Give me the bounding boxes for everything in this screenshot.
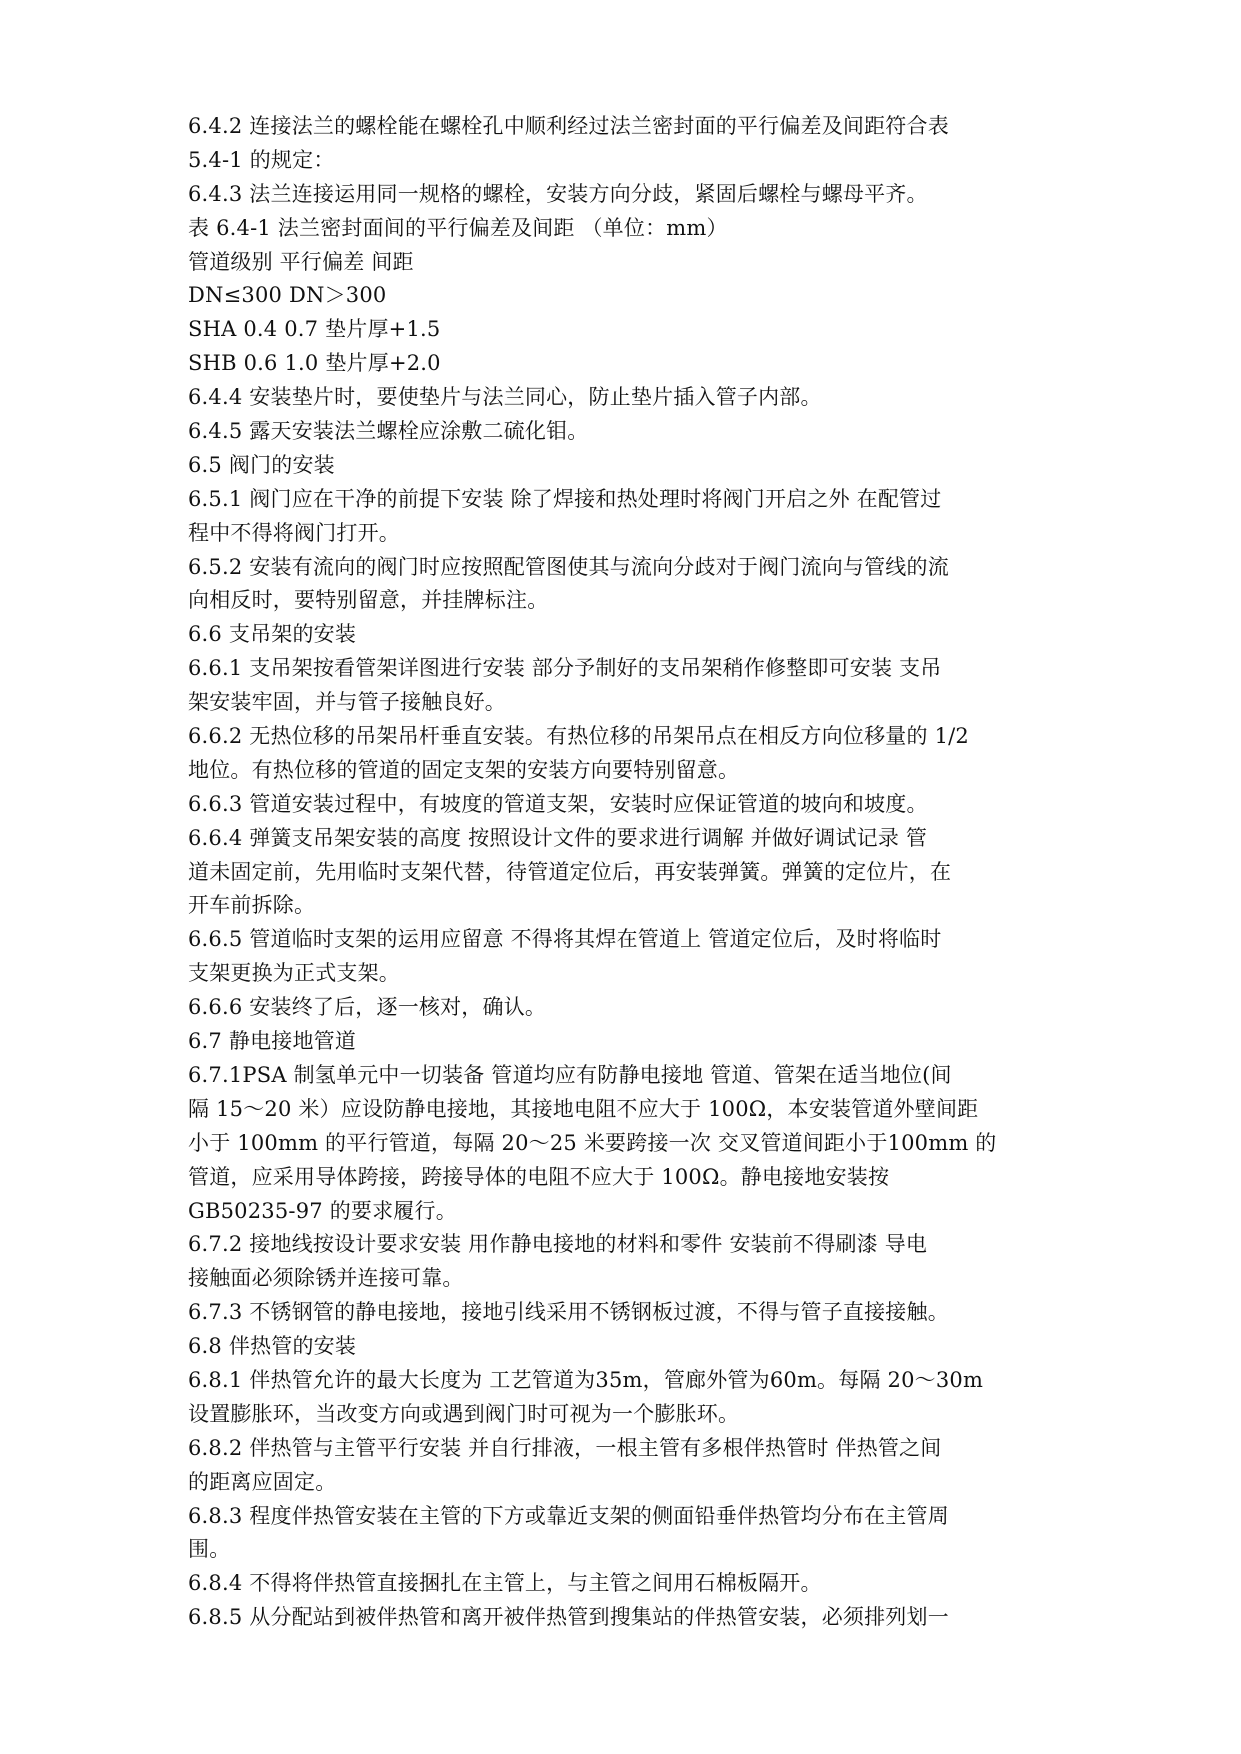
text-line: 6.5.1 阀门应在干净的前提下安装 除了焊接和热处理时将阀门开启之外 在配管过 — [188, 486, 942, 511]
text-line: 隔 15～20 米）应设防静电接地，其接地电阻不应大于 100Ω，本安装管道外壁间距 — [188, 1096, 979, 1121]
text-line: SHA 0.4 0.7 垫片厚+1.5 — [188, 317, 441, 342]
text-line: 6.4.2 连接法兰的螺栓能在螺栓孔中顺利经过法兰密封面的平行偏差及间距符合表 — [188, 114, 949, 138]
text-line: 6.4.3 法兰连接运用同一规格的螺栓，安装方向分歧，紧固后螺栓与螺母平齐。 — [188, 181, 928, 206]
text-line: 6.8.3 程度伴热管安装在主管的下方或靠近支架的侧面铅垂伴热管均分布在主管周 — [188, 1503, 949, 1528]
text-line: 向相反时，要特别留意，并挂牌标注。 — [188, 588, 549, 613]
text-line: 小于 100mm 的平行管道，每隔 20～25 米要跨接一次 交叉管道间距小于100mm 的 — [188, 1130, 997, 1155]
text-line: 开车前拆除。 — [188, 893, 316, 918]
text-line: 6.6.1 支吊架按看管架详图进行安装 部分予制好的支吊架稍作修整即可安装 支吊 — [188, 656, 942, 681]
text-line: 6.6.4 弹簧支吊架安装的高度 按照设计文件的要求进行调解 并做好调试记录 管 — [188, 825, 928, 850]
text-line: GB50235-97 的要求履行。 — [188, 1198, 457, 1223]
text-line: 6.8.2 伴热管与主管平行安装 并自行排液，一根主管有多根伴热管时 伴热管之间 — [188, 1435, 942, 1460]
text-line: 6.6.6 安装终了后，逐一核对，确认。 — [188, 995, 547, 1020]
text-line: 6.7.1PSA 制氢单元中一切装备 管道均应有防静电接地 管道、管架在适当地位(间 — [188, 1062, 952, 1087]
text-line: 6.8 伴热管的安装 — [188, 1334, 357, 1359]
text-line: 6.7.3 不锈钢管的静电接地，接地引线采用不锈钢板过渡，不得与管子直接接触。 — [188, 1300, 949, 1325]
text-line: 6.6.5 管道临时支架的运用应留意 不得将其焊在管道上 管道定位后，及时将临时 — [188, 927, 942, 952]
text-line: 6.5 阀门的安装 — [188, 452, 335, 477]
text-line: 的距离应固定。 — [188, 1469, 337, 1494]
text-line: 设置膨胀环，当改变方向或遇到阀门时可视为一个膨胀环。 — [188, 1401, 740, 1426]
text-line: 地位。有热位移的管道的固定支架的安装方向要特别留意。 — [188, 757, 740, 782]
text-line: 6.6.3 管道安装过程中，有坡度的管道支架，安装时应保证管道的坡向和坡度。 — [188, 791, 928, 816]
text-line: 管道，应采用导体跨接，跨接导体的电阻不应大于 100Ω。静电接地安装按 — [188, 1164, 890, 1189]
text-line: 6.8.4 不得将伴热管直接捆扎在主管上，与主管之间用石棉板隔开。 — [188, 1571, 822, 1596]
document-body — [188, 110, 1066, 1635]
text-line: 6.4.4 安装垫片时，要使垫片与法兰同心，防止垫片插入管子内部。 — [188, 385, 822, 410]
text-line: 表 6.4-1 法兰密封面间的平行偏差及间距 （单位：mm） — [188, 215, 728, 240]
text-line: 6.8.1 伴热管允许的最大长度为 工艺管道为35m，管廊外管为60m。每隔 20～30m — [188, 1367, 984, 1392]
text-line: SHB 0.6 1.0 垫片厚+2.0 — [188, 351, 441, 376]
text-line: 程中不得将阀门打开。 — [188, 520, 400, 545]
text-line: 6.8.5 从分配站到被伴热管和离开被伴热管到搜集站的伴热管安装，必须排列划一 — [188, 1605, 949, 1630]
text-line: 支架更换为正式支架。 — [188, 961, 400, 986]
text-line: 5.4-1 的规定： — [188, 147, 335, 172]
text-line: 围。 — [188, 1537, 231, 1562]
text-line: 管道级别 平行偏差 间距 — [188, 249, 414, 274]
text-line: 6.6.2 无热位移的吊架吊杆垂直安装。有热位移的吊架吊点在相反方向位移量的 1/2 — [188, 724, 969, 749]
text-line: 道未固定前，先用临时支架代替，待管道定位后，再安装弹簧。弹簧的定位片，在 — [188, 859, 952, 884]
text-line: 6.7.2 接地线按设计要求安装 用作静电接地的材料和零件 安装前不得刷漆 导电 — [188, 1232, 928, 1257]
text-line: DN≤300 DN＞300 — [188, 283, 387, 308]
text-line: 架安装牢固，并与管子接触良好。 — [188, 690, 506, 715]
text-line: 6.6 支吊架的安装 — [188, 622, 357, 647]
text-line: 接触面必须除锈并连接可靠。 — [188, 1266, 464, 1291]
text-line: 6.4.5 露天安装法兰螺栓应涂敷二硫化钼。 — [188, 419, 589, 444]
text-line: 6.7 静电接地管道 — [188, 1029, 357, 1054]
text-line: 6.5.2 安装有流向的阀门时应按照配管图使其与流向分歧对于阀门流向与管线的流 — [188, 554, 949, 579]
